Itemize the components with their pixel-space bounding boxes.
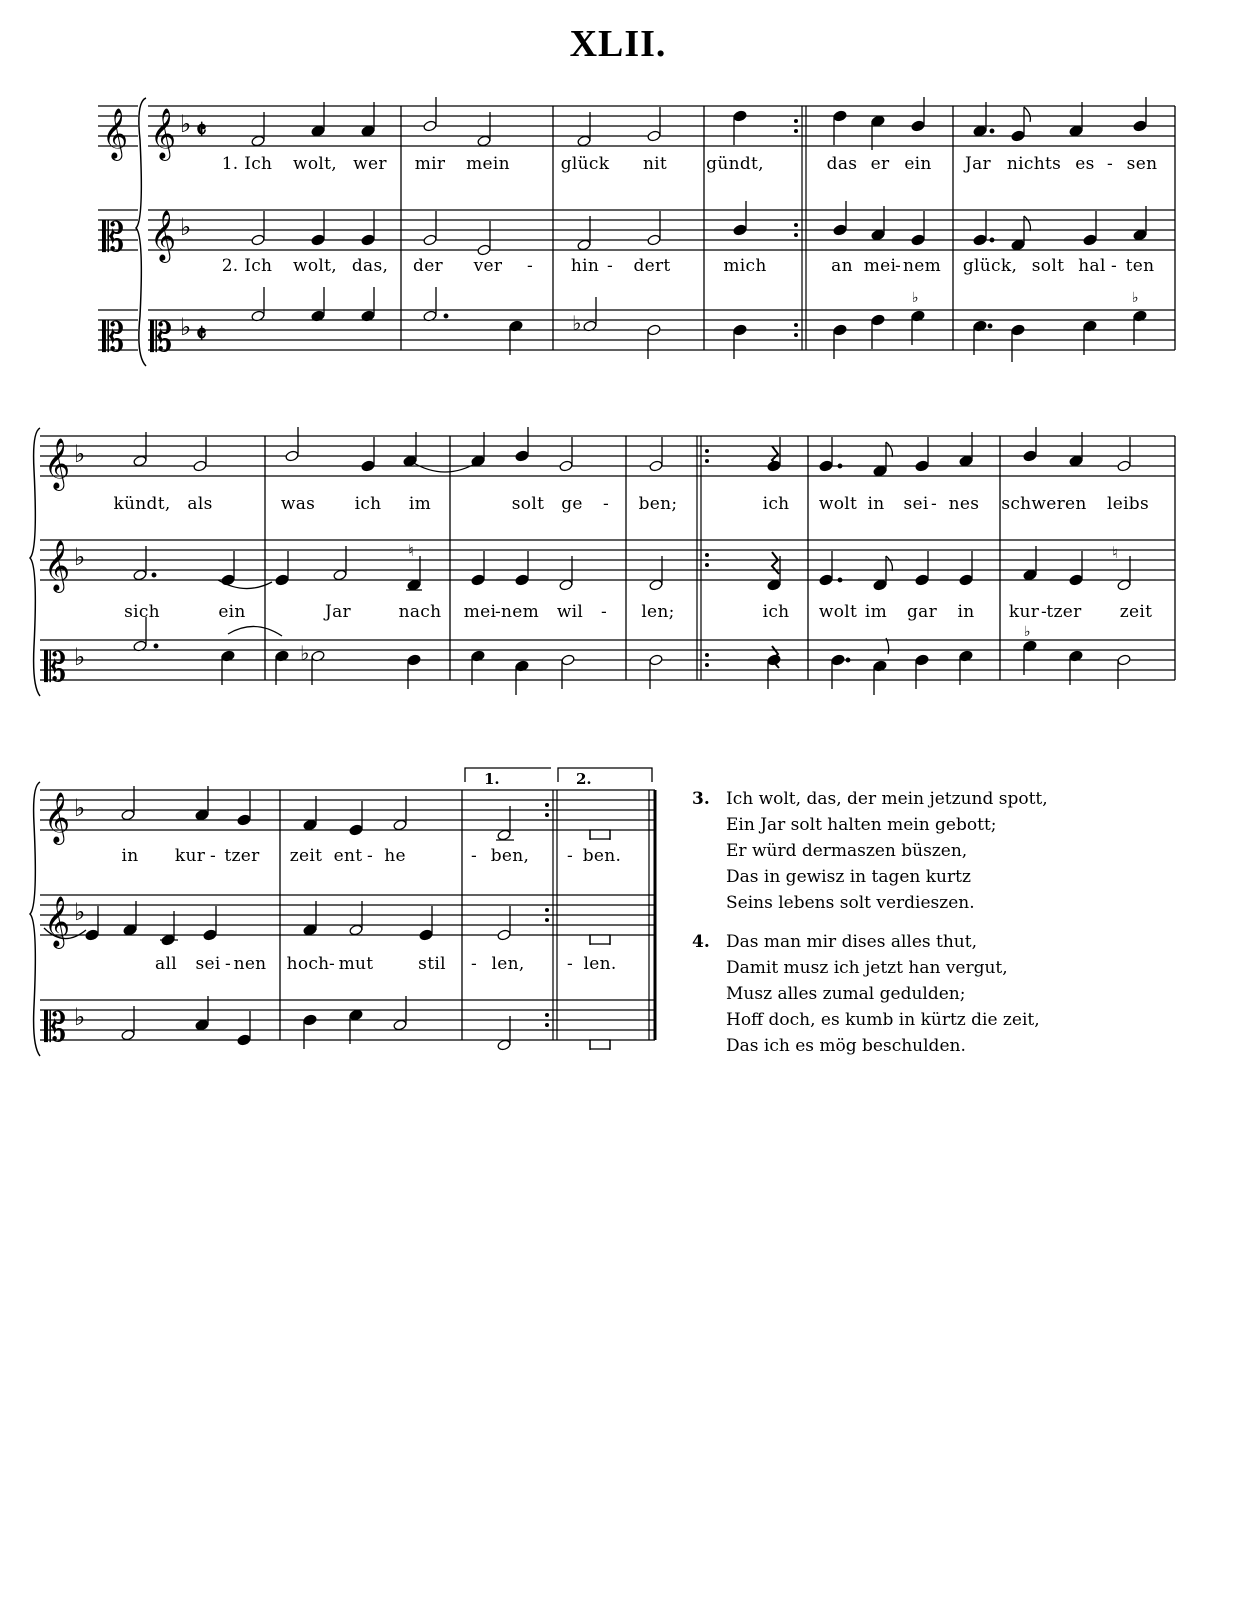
lyric-syllable: nen xyxy=(233,954,267,974)
lyric-syllable: in xyxy=(957,602,975,622)
lyric-syllable: - xyxy=(470,954,478,974)
lyric-syllable: len, xyxy=(491,954,525,974)
lyric-syllable: ben. xyxy=(582,846,622,866)
lyric-syllable: - xyxy=(606,256,614,276)
lyric-syllable: kündt, xyxy=(113,494,171,514)
lyric-syllable: es xyxy=(1075,154,1095,174)
lyric-syllable: zeit xyxy=(289,846,323,866)
music-system-3 xyxy=(0,760,680,1070)
staff-graphics xyxy=(0,760,680,1070)
staff-graphics xyxy=(0,410,1236,710)
stanza-line: Hoff doch, es kumb in kürtz die zeit, xyxy=(726,1010,1040,1030)
page-title: XLII. xyxy=(569,23,667,65)
lyric-syllable: wolt xyxy=(818,602,858,622)
flat-icon: ♭ xyxy=(180,313,192,341)
lyric-syllable: ben; xyxy=(638,494,678,514)
lyric-syllable: solt xyxy=(511,494,545,514)
svg-text:♭: ♭ xyxy=(300,641,310,665)
lyric-syllable: - xyxy=(1040,602,1048,622)
lyric-syllable: tzer xyxy=(224,846,260,866)
lyric-syllable: der xyxy=(413,256,443,276)
lyric-syllable: das xyxy=(826,154,858,174)
stanza-line: Das man mir dises alles thut, xyxy=(726,932,977,952)
lyric-syllable: Jar xyxy=(965,154,991,174)
svg-text:♭: ♭ xyxy=(572,311,582,335)
stanza-line: Ich wolt, das, der mein jetzund spott, xyxy=(726,789,1048,809)
lyric-syllable: im xyxy=(408,494,432,514)
lyric-syllable: ben, xyxy=(490,846,530,866)
flat-icon: ♭ xyxy=(74,543,86,571)
lyric-syllable: sich xyxy=(124,602,160,622)
lyric-syllable: sei xyxy=(903,494,929,514)
cut-time-icon: 𝄵 xyxy=(196,319,207,348)
lyric-syllable: - xyxy=(224,954,232,974)
lyric-syllable: all xyxy=(155,954,177,974)
cut-time-icon: 𝄵 xyxy=(196,115,207,144)
lyric-syllable: 2. Ich xyxy=(221,256,273,276)
lyric-syllable: wolt, xyxy=(293,256,337,276)
lyric-syllable: 1. Ich xyxy=(221,154,273,174)
lyric-syllable: solt xyxy=(1031,256,1065,276)
lyric-syllable: mir xyxy=(414,154,446,174)
lyric-syllable: glück xyxy=(560,154,610,174)
treble-clef-icon: 𝄞 xyxy=(102,108,129,159)
additional-stanzas xyxy=(692,786,1212,1072)
stanza-line: Das ich es mög beschulden. xyxy=(726,1036,966,1056)
lyric-syllable: - xyxy=(328,954,336,974)
lyric-syllable: ich xyxy=(762,494,790,514)
lyric-syllable: sen xyxy=(1126,154,1158,174)
lyric-syllable: - xyxy=(930,494,938,514)
lyric-syllable: mei xyxy=(863,256,897,276)
lyric-syllable: hin xyxy=(570,256,600,276)
stanza-number: 4. xyxy=(692,932,710,952)
lyric-syllable: ge xyxy=(561,494,583,514)
lyric-syllable: - xyxy=(602,494,610,514)
lyric-syllable: ten xyxy=(1125,256,1155,276)
stanza-line: Seins lebens solt verdieszen. xyxy=(726,893,975,913)
lyric-syllable: wolt, xyxy=(293,154,337,174)
treble-clef-icon: 𝄞 xyxy=(44,438,71,489)
treble-clef-icon: 𝄞 xyxy=(44,540,71,591)
alto-clef-icon: 𝄡 xyxy=(102,315,125,361)
lyric-syllable: ent xyxy=(333,846,363,866)
lyric-syllable: mei xyxy=(463,602,497,622)
lyric-syllable: len; xyxy=(641,602,675,622)
lyric-syllable: kur xyxy=(1008,602,1040,622)
lyric-syllable: - xyxy=(566,954,574,974)
alto-clef-icon: 𝄡 xyxy=(150,315,173,361)
lyric-syllable: nit xyxy=(642,154,668,174)
treble-clef-icon: 𝄞 xyxy=(44,896,71,947)
lyric-syllable: ver xyxy=(473,256,503,276)
stanza-number: 3. xyxy=(692,789,710,809)
lyric-syllable: das, xyxy=(351,256,389,276)
lyric-syllable: ein xyxy=(904,154,932,174)
lyric-syllable: mich xyxy=(723,256,767,276)
lyric-syllable: glück, xyxy=(962,256,1018,276)
stanza-line: Musz alles zumal gedulden; xyxy=(726,984,966,1004)
lyric-syllable: nes xyxy=(948,494,980,514)
alto-clef-icon: 𝄡 xyxy=(44,1005,67,1051)
lyric-syllable: Jar xyxy=(325,602,351,622)
alto-clef-icon: 𝄡 xyxy=(44,645,67,691)
flat-icon: ♭ xyxy=(74,1003,86,1031)
stanza-4 xyxy=(692,929,1212,1059)
svg-text:♭: ♭ xyxy=(1132,290,1139,306)
lyric-syllable: in xyxy=(867,494,885,514)
lyric-syllable: ich xyxy=(762,602,790,622)
alto-clef-icon: 𝄡 xyxy=(102,215,125,261)
treble-clef-icon: 𝄞 xyxy=(150,108,177,159)
lyric-syllable: nach xyxy=(398,602,442,622)
lyric-syllable: len. xyxy=(583,954,617,974)
lyric-syllable: gar xyxy=(906,602,938,622)
lyric-syllable: - xyxy=(894,256,902,276)
stanza-line: Das in gewisz in tagen kurtz xyxy=(726,867,971,887)
lyric-syllable: stil xyxy=(418,954,446,974)
flat-icon: ♭ xyxy=(180,110,192,138)
volta-second-ending: 2. xyxy=(576,770,592,788)
flat-icon: ♭ xyxy=(74,794,86,822)
stanza-3 xyxy=(692,786,1212,916)
lyric-syllable: kur xyxy=(174,846,206,866)
music-system-2 xyxy=(0,410,1236,710)
lyric-syllable: gündt, xyxy=(706,154,764,174)
lyric-syllable: schweren xyxy=(1001,494,1087,514)
lyric-syllable: was xyxy=(280,494,316,514)
lyric-syllable: mein xyxy=(466,154,510,174)
flat-icon: ♭ xyxy=(74,643,86,671)
lyric-syllable: nem xyxy=(902,256,942,276)
flat-icon: ♭ xyxy=(74,898,86,926)
staff-graphics xyxy=(0,80,1236,380)
lyric-syllable: mut xyxy=(338,954,374,974)
stanza-line: Er würd dermaszen büszen, xyxy=(726,841,968,861)
lyric-syllable: - xyxy=(1110,256,1118,276)
stanza-line: Ein Jar solt halten mein gebott; xyxy=(726,815,997,835)
lyric-syllable: ein xyxy=(218,602,246,622)
volta-first-ending: 1. xyxy=(484,770,500,788)
lyric-syllable: leibs xyxy=(1106,494,1150,514)
lyric-syllable: tzer xyxy=(1046,602,1082,622)
lyric-syllable: in xyxy=(121,846,139,866)
svg-text:♭: ♭ xyxy=(912,290,919,306)
lyric-syllable: - xyxy=(1106,154,1114,174)
lyric-syllable: ich xyxy=(354,494,382,514)
lyric-syllable: - xyxy=(600,602,608,622)
flat-icon: ♭ xyxy=(74,440,86,468)
lyric-syllable: hoch xyxy=(286,954,330,974)
lyric-syllable: sei xyxy=(195,954,221,974)
lyric-syllable: nem xyxy=(500,602,540,622)
svg-text:♮: ♮ xyxy=(408,541,414,560)
lyric-syllable: zeit xyxy=(1119,602,1153,622)
treble-clef-icon: 𝄞 xyxy=(44,792,71,843)
flat-icon: ♭ xyxy=(180,213,192,241)
lyric-syllable: nichts xyxy=(1006,154,1062,174)
lyric-syllable: - xyxy=(566,846,574,866)
lyric-syllable: - xyxy=(470,846,478,866)
lyric-syllable: im xyxy=(864,602,888,622)
svg-text:♭: ♭ xyxy=(1024,624,1031,640)
svg-text:♮: ♮ xyxy=(1112,543,1118,562)
treble-clef-icon: 𝄞 xyxy=(150,210,177,261)
lyric-syllable: wolt xyxy=(818,494,858,514)
lyric-syllable: wil xyxy=(556,602,584,622)
lyric-syllable: - xyxy=(209,846,217,866)
lyric-syllable: - xyxy=(494,602,502,622)
lyric-syllable: - xyxy=(526,256,534,276)
music-system-1 xyxy=(0,80,1236,380)
lyric-syllable: wer xyxy=(353,154,387,174)
lyric-syllable: hal xyxy=(1078,256,1106,276)
stanza-line: Damit musz ich jetzt han vergut, xyxy=(726,958,1008,978)
lyric-syllable: he xyxy=(384,846,406,866)
lyric-syllable: als xyxy=(187,494,213,514)
lyric-syllable: dert xyxy=(633,256,671,276)
lyric-syllable: an xyxy=(831,256,853,276)
lyric-syllable: - xyxy=(366,846,374,866)
lyric-syllable: er xyxy=(870,154,890,174)
